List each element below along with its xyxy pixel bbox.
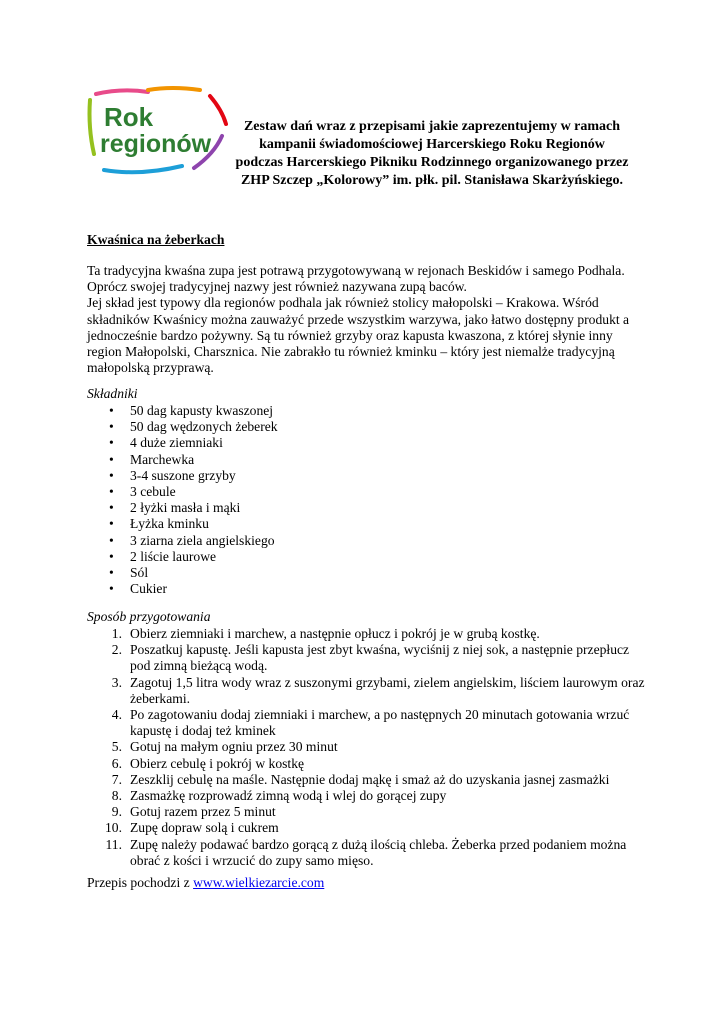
ingredient-text: 3 ziarna ziela angielskiego [130,532,275,548]
preparation-heading: Sposób przygotowania [87,609,211,624]
step-item [87,675,647,707]
source-line [87,875,324,891]
ingredient-item [87,549,278,565]
ingredient-text: 50 dag kapusty kwaszonej [130,403,274,418]
logo-line1: Rok [104,102,154,132]
step-number: 8. [111,788,122,804]
step-item [87,707,647,739]
step-number: 4. [111,707,122,723]
intro-line: Jej skład jest typowy dla regionów podhala jak również stolicy małopolski – Krakowa. Wśród [87,295,599,311]
step-text-line: obrać z kości i wrzucić do zupy samo mięso. [130,852,374,868]
step-number: 11. [105,836,122,852]
ingredient-item [87,533,278,549]
ingredients-list [87,403,278,597]
step-text-line: Zeszklij cebulę na maśle. Następnie dodaj mąkę i smaż aż do uzyskania jasnej zasmażki [130,771,610,787]
bullet-icon: • [109,516,114,532]
step-text-line: Gotuj razem przez 5 minut [130,804,276,820]
step-text-line: pod zimną bieżącą wodą. [130,658,268,674]
ingredient-text: 4 duże ziemniaki [130,435,223,451]
step-text-line: Zupę dopraw solą i cukrem [130,820,279,836]
ingredients-heading: Składniki [87,386,138,401]
step-item [87,837,647,869]
logo-stroke-green [90,100,95,154]
intro-line: małopolską przyprawą. [87,360,214,376]
step-text-line: Zupę należy podawać bardzo gorącą z dużą ilością chleba. Żeberka przed podaniem można [130,836,627,852]
logo-stroke-orange [148,88,200,90]
ingredient-item [87,403,278,419]
step-item [87,788,647,804]
title-line: podczas Harcerskiego Pikniku Rodzinnego organizowanego przez [235,155,629,170]
ingredient-text: 2 liście laurowe [130,548,217,564]
step-item [87,756,647,772]
step-number: 1. [111,626,122,641]
ingredient-item [87,484,278,500]
ingredient-item [87,435,278,451]
logo-line2: regionów [100,130,212,158]
bullet-icon: • [109,500,114,516]
step-item [87,820,647,836]
intro-line: Ta tradycyjna kwaśna zupa jest potrawą przygotowywaną w rejonach Beskidów i samego Podhala. [87,263,625,278]
title-line: Zestaw dań wraz z przepisami jakie zaprezentujemy w ramach [243,119,621,134]
campaign-title [222,118,642,190]
step-text-line: żeberkami. [130,690,191,706]
ingredient-text: Łyżka kminku [130,516,209,532]
ingredient-item [87,516,278,532]
ingredient-item [87,452,278,468]
ingredient-text: Cukier [130,581,167,597]
source-link[interactable]: www.wielkiezarcie.com [193,875,325,890]
rok-regionow-logo [82,82,230,178]
step-number: 10. [105,820,122,836]
step-text-line: Gotuj na małym ogniu przez 30 minut [130,739,338,755]
bullet-icon: • [109,419,114,435]
step-item [87,626,647,642]
bullet-icon: • [109,483,114,499]
logo-stroke-pink [96,90,148,94]
bullet-icon: • [109,532,114,548]
step-number: 3. [111,674,122,690]
ingredient-text: Marchewka [130,451,195,467]
step-item [87,804,647,820]
ingredient-text: 3-4 suszone grzyby [130,467,236,483]
ingredient-item [87,581,278,597]
bullet-icon: • [109,581,114,597]
source-prefix: Przepis pochodzi z [87,875,194,890]
step-number: 9. [111,804,122,820]
bullet-icon: • [109,403,114,418]
recipe-intro [87,263,647,376]
step-text-line: kapustę i dodaj też kminek [130,723,276,739]
ingredient-text: 50 dag wędzonych żeberek [130,419,278,435]
step-text-line: Zasmażkę rozprowadź zimną wodą i wlej do gorącej zupy [130,788,447,804]
recipe-title: Kwaśnica na żeberkach [87,232,225,247]
step-text-line: Po zagotowaniu dodaj ziemniaki i marchew, a po następnych 20 minutach gotowania wrzuć [130,707,630,723]
logo-stroke-blue [104,166,182,172]
step-text-line: Zagotuj 1,5 litra wody wraz z suszonymi grzybami, zielem angielskim, liściem laurowym oraz [130,674,645,690]
step-number: 7. [111,771,122,787]
bullet-icon: • [109,435,114,451]
intro-line: region Małopolski, Charsznica. Nie zabrakło tu również kminku – który jest niemalże tradycyjną [87,344,615,360]
ingredient-item [87,419,278,435]
ingredient-item [87,500,278,516]
ingredient-text: 2 łyżki masła i mąki [130,500,241,516]
ingredient-text: 3 cebule [130,483,176,499]
title-line: kampanii świadomościowej Harcerskiego Roku Regionów [259,137,605,152]
step-number: 2. [111,642,122,658]
step-text-line: Obierz cebulę i pokrój w kostkę [130,755,305,771]
ingredient-item [87,565,278,581]
step-item [87,772,647,788]
bullet-icon: • [109,564,114,580]
step-text-line: Poszatkuj kapustę. Jeśli kapusta jest zbyt kwaśna, wyciśnij z niej sok, a następnie przepłucz [130,642,630,658]
bullet-icon: • [109,467,114,483]
intro-line: jednocześnie bardzo pożywny. Są tu również grzyby oraz kapusta kwaszona, z której słynie inny [87,327,613,343]
step-item [87,642,647,674]
preparation-steps [87,626,647,869]
intro-line: Oprócz swojej tradycyjnej nazwy jest również nazywana zupą baców. [87,279,467,295]
step-item [87,739,647,755]
bullet-icon: • [109,451,114,467]
step-number: 5. [111,739,122,755]
ingredient-text: Sól [130,564,149,580]
intro-line: składników Kwaśnicy można zauważyć przede wszystkim warzywa, jako łatwo dostępny produkt a [87,311,630,327]
bullet-icon: • [109,548,114,564]
ingredient-item [87,468,278,484]
title-line: ZHP Szczep „Kolorowy” im. płk. pil. Stanisława Skarżyńskiego. [240,173,624,188]
step-number: 6. [111,755,122,771]
step-text-line: Obierz ziemniaki i marchew, a następnie opłucz i pokrój je w grubą kostkę. [130,626,540,641]
